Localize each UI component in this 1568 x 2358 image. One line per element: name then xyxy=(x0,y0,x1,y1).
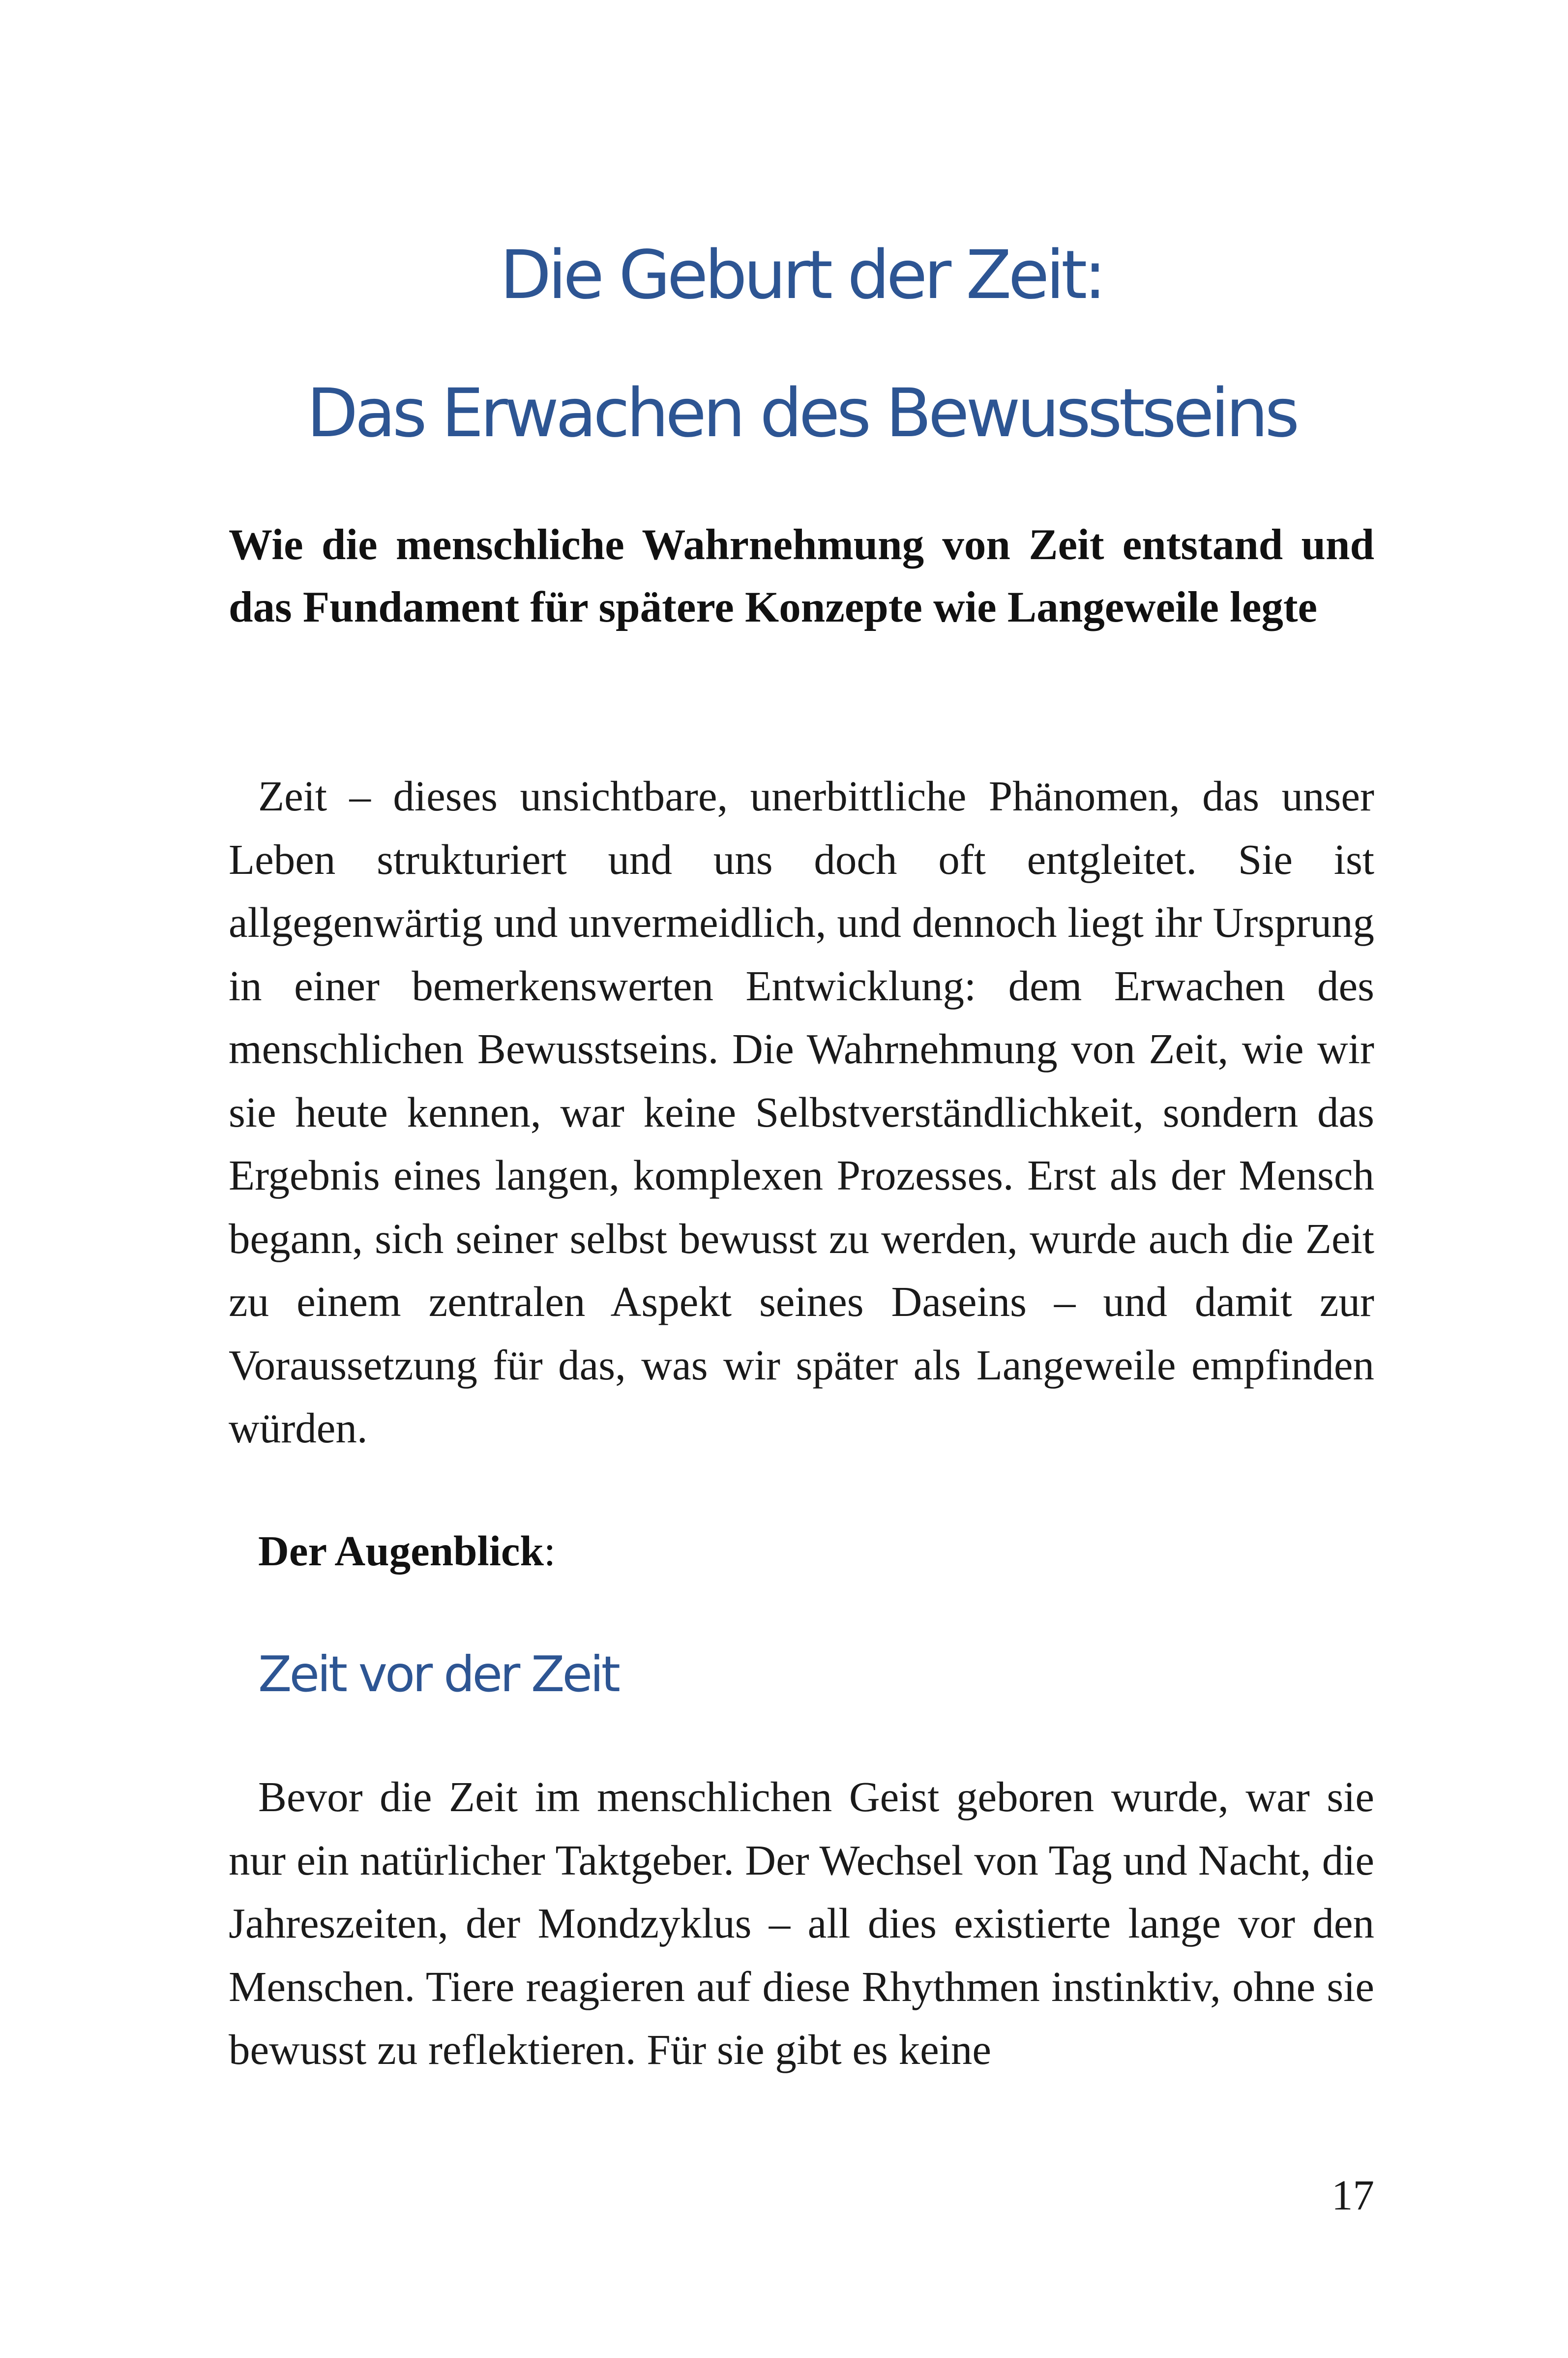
chapter-subtitle: Wie die menschliche Wahrnehmung von Zeit entstand und das Fundament für spätere Konzepte wie Langeweile legte xyxy=(229,521,1374,631)
section-label-bold: Der Augenblick xyxy=(258,1527,544,1575)
chapter-title-line-2: Das Erwachen des Bewusstseins xyxy=(306,375,1297,452)
book-page xyxy=(229,0,1374,2358)
chapter-title-line-1: Die Geburt der Zeit: xyxy=(500,237,1103,314)
body-paragraph-1: Zeit – dieses unsichtbare, unerbittliche Phänomen, das unser Leben strukturiert und uns doch oft entgleitet. Sie ist allgegenwärtig und unvermeidlich, und dennoch liegt ihr Ursprung in einer bemerkenswerten Entwicklung: dem Erwachen des menschlichen Bewusstseins. Die Wahrnehmung von Zeit, wie wir sie heute kennen, war keine Selbstverständlichkeit, sondern das Ergebnis eines langen, komplexen Prozesses. Erst als der Mensch begann, sich seiner selbst bewusst zu werden, wurde auch die Zeit zu einem zentralen Aspekt seines Daseins – und damit zur Voraussetzung für das, was wir später als Langeweile empfinden würden. xyxy=(229,772,1374,1452)
section-label xyxy=(258,1520,556,1582)
section-label-colon: : xyxy=(543,1527,556,1575)
body-paragraph-2: Bevor die Zeit im menschlichen Geist geboren wurde, war sie nur ein natürlicher Taktgeber. Der Wechsel von Tag und Nacht, die Jahreszeiten, der Mondzyklus – all dies existierte lange vor den Menschen. Tiere reagieren auf diese Rhythmen instinktiv, ohne sie bewusst zu reflektieren. Für sie gibt es keine xyxy=(229,1773,1374,2073)
page-number: 17 xyxy=(1331,2171,1374,2219)
section-heading: Zeit vor der Zeit xyxy=(258,1645,618,1703)
